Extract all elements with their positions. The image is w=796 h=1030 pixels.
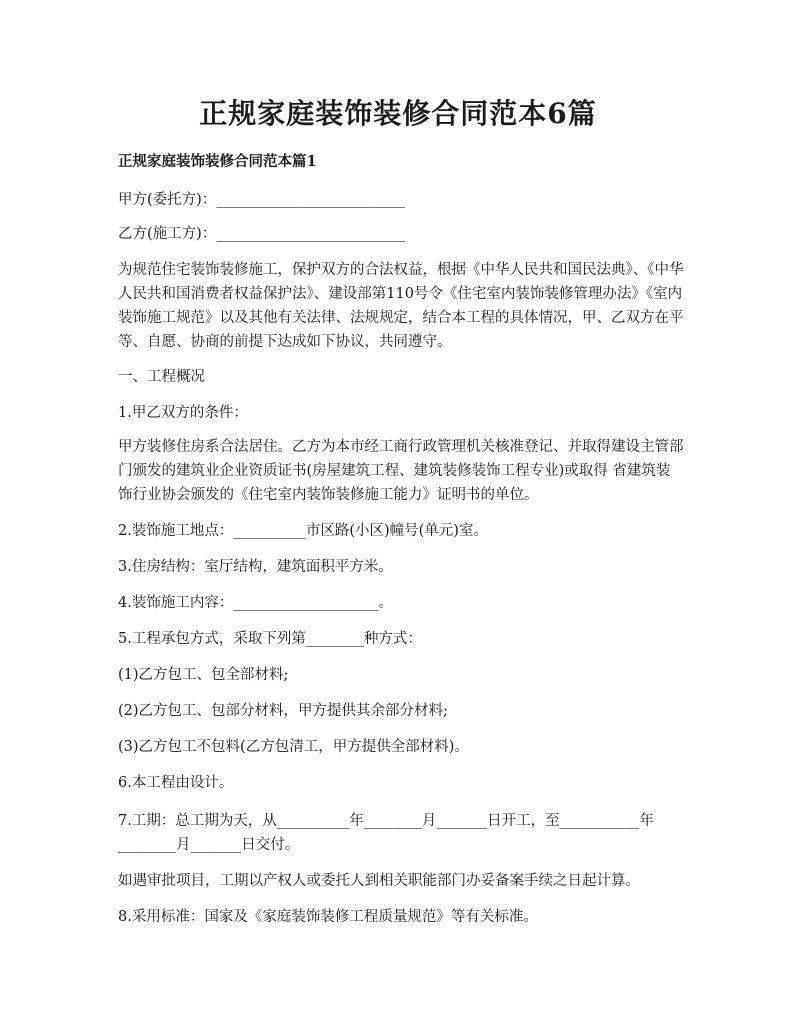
clause-2: 2.装饰施工地点：__________市区路(小区)幢号(单元)室。 <box>118 523 488 539</box>
clause-4: 4.装饰施工内容：____________________。 <box>118 595 393 611</box>
clause-1: 1.甲乙双方的条件： <box>118 405 248 421</box>
section-heading: 正规家庭装饰装修合同范本篇1 <box>118 153 317 170</box>
party-b-line: 乙方(施工方)：__________________________ <box>118 226 405 242</box>
section-heading-1: 一、工程概况 <box>118 369 205 385</box>
option-3: (3)乙方包工不包料(乙方包清工，甲方提供全部材料)。 <box>118 739 469 755</box>
clause-1-paragraph: 甲方装修住房系合法居住。乙方为本市经工商行政管理机关核准登记、并取得建设主管部门颁发的建筑业企业资质证书(房屋建筑工程、建筑装修装饰工程专业)或取得 省建筑装饰行业协会颁发的《住宅室内装饰装修施工能力》证明书的单位。 <box>118 439 684 503</box>
clause-3: 3.住房结构：室厅结构，建筑面积平方米。 <box>118 559 393 575</box>
option-1: (1)乙方包工、包全部材料; <box>118 667 289 683</box>
clause-5: 5.工程承包方式，采取下列第________种方式： <box>118 631 422 647</box>
clause-7-note: 如遇审批项目，工期以产权人或委托人到相关职能部门办妥备案手续之日起计算。 <box>118 873 640 889</box>
party-a-line: 甲方(委托方)：__________________________ <box>118 192 405 208</box>
document-title: 正规家庭装饰装修合同范本6篇 <box>199 97 597 130</box>
option-2: (2)乙方包工、包部分材料，甲方提供其余部分材料; <box>118 703 448 719</box>
clause-7: 7.工期：总工期为天，从__________年________月_______日开工，至___________年________月_______日交付。 <box>118 813 654 853</box>
clause-6: 6.本工程由设计。 <box>118 775 234 791</box>
clause-8: 8.采用标准：国家及《家庭装饰装修工程质量规范》等有关标准。 <box>118 909 538 925</box>
preamble-paragraph: 为规范住宅装饰装修施工，保护双方的合法权益，根据《中华人民共和国民法典》、《中华人民共和国消费者权益保护法》、建设部第110号令《住宅室内装饰装修管理办法》《室内装饰施工规范》以及其他有关法律、法规规定，结合本工程的具体情况，甲、乙双方在平等、自愿、协商的前提下达成如下协议，共同遵守。 <box>118 262 684 350</box>
